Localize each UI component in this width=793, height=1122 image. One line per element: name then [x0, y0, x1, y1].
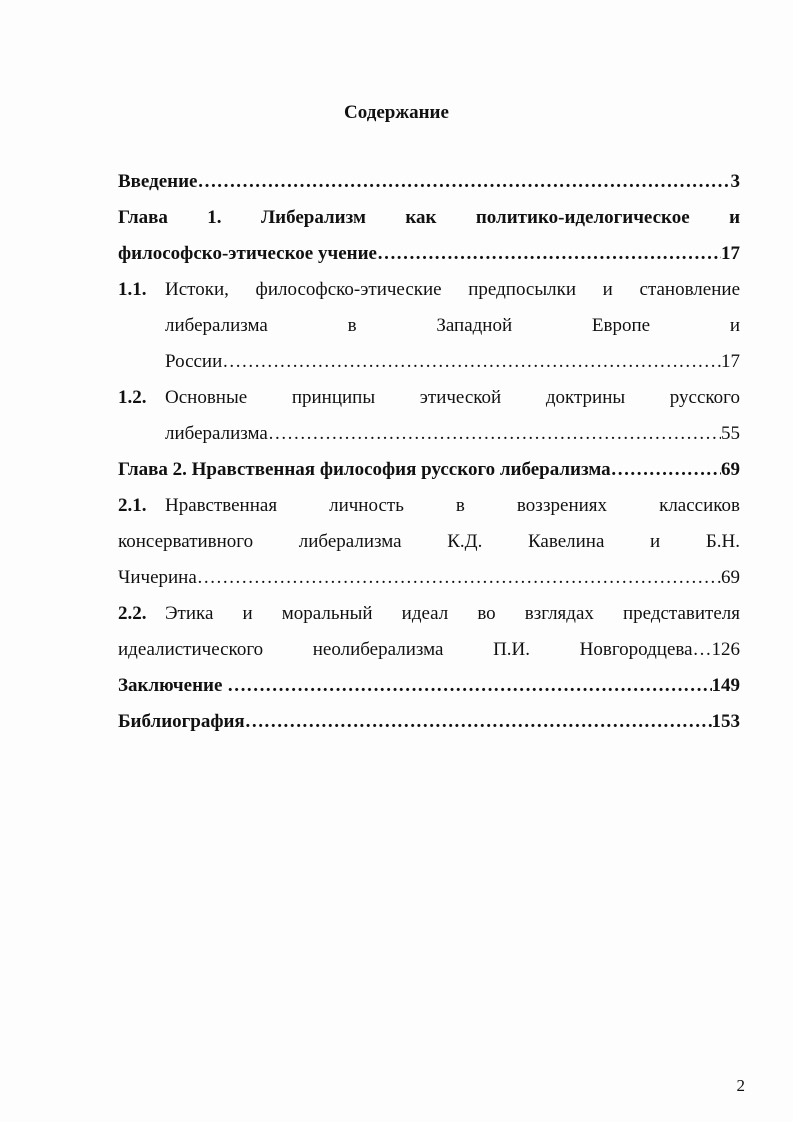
- word: П.И.: [493, 639, 531, 660]
- toc-entry-page: 55: [721, 423, 740, 444]
- toc-entry-page: 17: [721, 351, 740, 372]
- toc-entry-label: философско-этическое учение: [118, 243, 377, 264]
- toc-entry-label: Основные принципы этической доктрины русского: [165, 387, 740, 408]
- toc-entry-label: России: [165, 351, 223, 372]
- toc-entry-label: Заключение: [118, 675, 228, 696]
- leader-dots: [198, 164, 731, 200]
- toc-entry-section-2-1-line-3[interactable]: [118, 560, 740, 596]
- toc-entry-section-1-1-line-2[interactable]: [118, 308, 740, 344]
- leader-dots: [227, 668, 711, 704]
- toc-entry-section-2-1-line-2[interactable]: [118, 524, 740, 560]
- toc-entry-section-2-2-line-2[interactable]: [118, 632, 740, 668]
- toc-entry-label: Нравственная личность в воззрениях классиков: [165, 495, 740, 516]
- toc-entry-label: Библиография: [118, 711, 245, 732]
- section-number: 2.2.: [118, 603, 147, 624]
- page-number: 2: [736, 1076, 745, 1095]
- toc-entry-label: Этика и моральный идеал во взглядах представителя: [165, 603, 740, 624]
- toc-entry-page: 69: [721, 567, 740, 588]
- toc-entry-label: либерализма: [165, 423, 268, 444]
- leader-dots: [222, 344, 721, 380]
- toc-entry-bibliography[interactable]: [118, 704, 740, 740]
- leader-dots: [197, 560, 721, 596]
- word: Б.Н.: [705, 531, 740, 552]
- word: либерализма: [298, 531, 402, 552]
- word: К.Д.: [447, 531, 483, 552]
- word: консервативного: [118, 531, 254, 552]
- toc-entry-label: Глава 2. Нравственная философия русского либерализма: [118, 459, 611, 480]
- toc-entry-section-1-1-line-1[interactable]: [118, 272, 740, 308]
- leader-dots: [377, 236, 721, 272]
- word: неолиберализма: [312, 639, 444, 660]
- leader-dots: [268, 416, 721, 452]
- toc-entry-chapter-1-line-2[interactable]: [118, 236, 740, 272]
- toc-entry-page: 149: [711, 675, 740, 696]
- word: Кавелина: [528, 531, 605, 552]
- toc-entry-section-1-2-line-1[interactable]: [118, 380, 740, 416]
- section-number: 1.2.: [118, 387, 147, 408]
- toc-entry-page: 153: [711, 711, 740, 732]
- table-of-contents: [118, 164, 740, 740]
- toc-entry-label: Истоки, философско-этические предпосылки и становление: [165, 279, 740, 300]
- toc-entry-chapter-2[interactable]: [118, 452, 740, 488]
- leader-dots: [245, 704, 712, 740]
- section-number: 1.1.: [118, 279, 147, 300]
- word: Западной: [436, 315, 513, 336]
- toc-entry-section-1-2-line-2[interactable]: [118, 416, 740, 452]
- section-number: 2.1.: [118, 495, 147, 516]
- word: Либерализм: [260, 207, 366, 228]
- toc-entry-section-2-2-line-1[interactable]: [118, 596, 740, 632]
- toc-entry-page: 3: [730, 171, 740, 192]
- toc-entry-intro[interactable]: [118, 164, 740, 200]
- word: и: [729, 207, 740, 228]
- word: политико-иделогическое: [475, 207, 690, 228]
- toc-entry-page: 69: [721, 459, 740, 480]
- word: Европе: [591, 315, 651, 336]
- word: и: [650, 531, 661, 552]
- word: Новгородцева…126: [579, 639, 740, 660]
- page-title: Содержание: [344, 102, 449, 123]
- toc-entry-chapter-1-line-1[interactable]: [118, 200, 740, 236]
- leader-dots: [611, 452, 721, 488]
- toc-entry-page: 17: [721, 243, 740, 264]
- word: и: [729, 315, 740, 336]
- toc-entry-section-1-1-line-3[interactable]: [118, 344, 740, 380]
- word: в: [347, 315, 357, 336]
- word: 1.: [207, 207, 222, 228]
- toc-entry-conclusion[interactable]: [118, 668, 740, 704]
- toc-entry-label: Чичерина: [118, 567, 197, 588]
- toc-entry-label: Введение: [118, 171, 198, 192]
- toc-entry-section-2-1-line-1[interactable]: [118, 488, 740, 524]
- word: идеалистического: [118, 639, 264, 660]
- word: Глава: [118, 207, 168, 228]
- word: как: [405, 207, 437, 228]
- word: либерализма: [165, 315, 268, 336]
